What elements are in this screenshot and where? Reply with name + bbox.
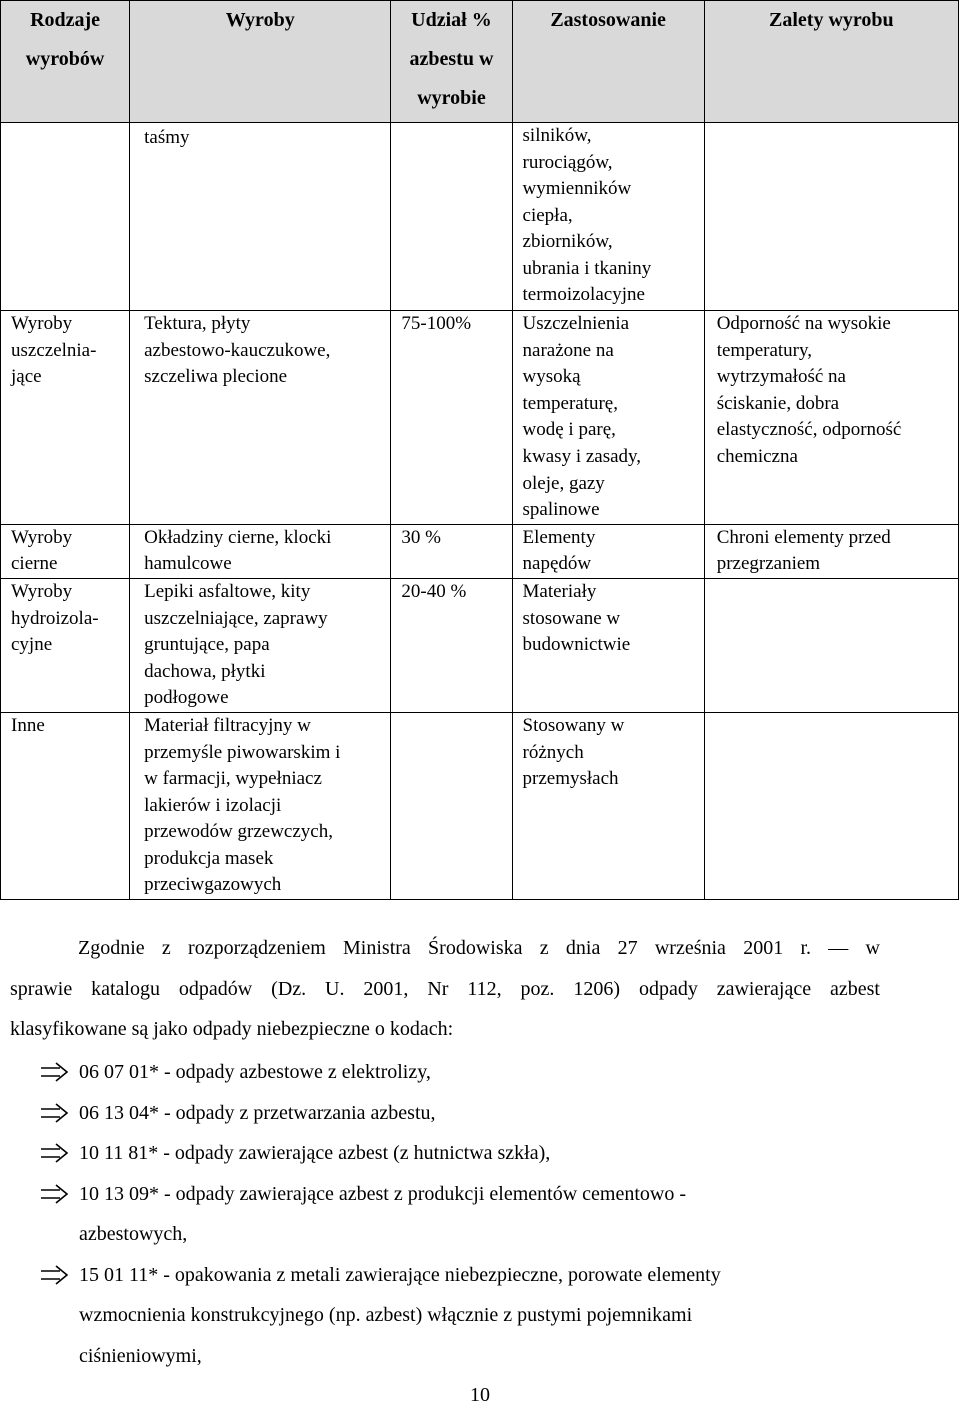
cell-zastosowanie <box>512 123 704 311</box>
cell-wyroby <box>130 524 391 578</box>
cell-text: Wyroby uszczelnia- jące <box>11 313 97 388</box>
header-rodzaje <box>1 1 130 123</box>
list-item <box>40 1255 860 1377</box>
cell-text: Okładziny cierne, klocki hamulcowe <box>144 526 332 575</box>
list-item-text: 06 13 04* - odpady z przetwarzania azbestu, <box>79 1101 436 1124</box>
header-udzial <box>391 1 512 123</box>
list-item <box>40 1052 860 1093</box>
cell-zalety <box>704 712 958 899</box>
cell-text: Wyroby cierne <box>11 526 73 575</box>
table-row <box>1 123 959 311</box>
cell-rodzaj <box>1 578 130 712</box>
cell-wyroby <box>130 311 391 525</box>
rightwards-double-arrow-icon <box>40 1174 70 1229</box>
cell-rodzaj <box>1 311 130 525</box>
header-label: Udział % azbestu w wyrobie <box>409 9 494 109</box>
cell-text: Wyroby hydroizola- cyjne <box>11 580 99 656</box>
list-item <box>40 1093 860 1134</box>
table-header-row <box>1 1 959 123</box>
list-item-text: 15 01 11* - opakowania z metali zawierające niebezpieczne, porowate elementy wzmocnienia konstrukcyjnego (np. azbest) włącznie z pustymi pojemnikami ciśnieniowymi, <box>79 1263 721 1367</box>
cell-text: Tektura, płyty azbestowo-kauczukowe, szczeliwa plecione <box>144 313 331 388</box>
cell-text: Chroni elementy przed przegrzaniem <box>716 526 891 575</box>
cell-zalety <box>704 524 958 578</box>
list-item <box>40 1133 860 1174</box>
table-row <box>1 578 959 712</box>
cell-rodzaj <box>1 712 130 899</box>
cell-zalety <box>704 311 958 525</box>
cell-zastosowanie <box>512 578 704 712</box>
cell-text: 20-40 % <box>401 580 467 602</box>
cell-udzial <box>391 123 512 311</box>
table-row <box>1 712 959 899</box>
rightwards-double-arrow-icon <box>40 1255 70 1310</box>
paragraph-line: klasyfikowane są jako odpady niebezpieczne o kodach: <box>10 1018 454 1040</box>
list-item-text: 10 13 09* - odpady zawierające azbest z produkcji elementów cementowo - azbestowych, <box>79 1182 686 1245</box>
cell-text: Odporność na wysokie temperatury, wytrzymałość na ściskanie, dobra elastyczność, odporność chemiczna <box>716 313 902 467</box>
cell-wyroby <box>130 712 391 899</box>
cell-text: Stosowany w różnych przemysłach <box>522 714 625 790</box>
regulation-paragraph <box>10 928 880 1050</box>
header-label: Zastosowanie <box>550 9 666 31</box>
cell-text: Materiał filtracyjny w przemyśle piwowarskim i w farmacji, wypełniacz lakierów i izolacji przewodów grzewczych, produkcja masek przeciwgazowych <box>144 714 341 896</box>
header-zastosowanie <box>512 1 704 123</box>
cell-text: silników, rurociągów, wymienników ciepła, zbiorników, ubrania i tkaniny termoizolacyjne <box>522 125 652 305</box>
table-row <box>1 524 959 578</box>
cell-rodzaj <box>1 524 130 578</box>
cell-wyroby <box>130 578 391 712</box>
list-item <box>40 1174 860 1255</box>
header-wyroby <box>130 1 391 123</box>
header-label: Rodzaje wyrobów <box>25 9 105 70</box>
header-label: Zalety wyrobu <box>769 9 894 31</box>
table-row <box>1 311 959 525</box>
cell-text: taśmy <box>144 127 190 148</box>
cell-udzial <box>391 712 512 899</box>
cell-zalety <box>704 123 958 311</box>
cell-udzial <box>391 524 512 578</box>
cell-zastosowanie <box>512 524 704 578</box>
cell-text: Lepiki asfaltowe, kity uszczelniające, zaprawy gruntujące, papa dachowa, płytki podłogowe <box>144 580 328 709</box>
paragraph-line: Zgodnie z rozporządzeniem Ministra Środowiska z dnia 27 września 2001 r. — w <box>78 937 880 959</box>
cell-udzial <box>391 311 512 525</box>
cell-text: 75-100% <box>401 313 472 334</box>
cell-wyroby <box>130 123 391 311</box>
cell-zastosowanie <box>512 311 704 525</box>
list-item-text: 10 11 81* - odpady zawierające azbest (z hutnictwa szkła), <box>79 1142 551 1164</box>
cell-zalety <box>704 578 958 712</box>
cell-text: Uszczelnienia narażone na wysoką temperaturę, wodę i parę, kwasy i zasady, oleje, gazy spalinowe <box>522 313 642 521</box>
cell-rodzaj <box>1 123 130 311</box>
cell-text: Materiały stosowane w budownictwie <box>522 580 631 656</box>
waste-codes-list <box>40 1052 860 1376</box>
cell-text: 30 % <box>401 526 441 548</box>
page-number: 10 <box>470 1384 490 1406</box>
cell-udzial <box>391 578 512 712</box>
cell-text: Elementy napędów <box>522 526 596 575</box>
header-zalety <box>704 1 958 123</box>
list-item-text: 06 07 01* - odpady azbestowe z elektrolizy, <box>79 1061 431 1083</box>
paragraph-line: sprawie katalogu odpadów (Dz. U. 2001, Nr 112, poz. 1206) odpady zawierające azbest <box>10 977 880 1000</box>
cell-text: Inne <box>11 714 45 736</box>
header-label: Wyroby <box>225 9 295 31</box>
cell-zastosowanie <box>512 712 704 899</box>
